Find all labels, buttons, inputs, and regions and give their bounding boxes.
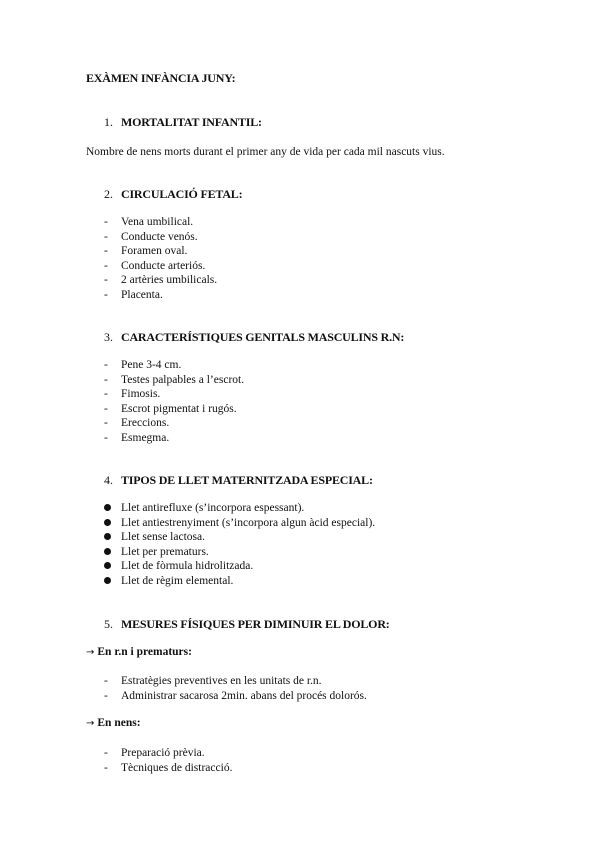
list-item: [104, 431, 244, 446]
section-number: 2.: [104, 187, 113, 201]
bullet-dot-icon: [104, 504, 111, 511]
section-1-heading: [104, 115, 262, 130]
list-item: [104, 545, 375, 560]
bullet-dot-icon: [104, 548, 111, 555]
dash-marker: -: [104, 230, 108, 243]
arrow-right-icon: →: [86, 718, 95, 729]
section-1-paragraph: Nombre de nens morts durant el primer any de vida per cada mil nascuts vius.: [86, 146, 445, 158]
section-title: TIPOS DE LLET MATERNITZADA ESPECIAL:: [121, 473, 373, 487]
list-item: [104, 574, 375, 589]
list-item-text: Tècniques de distracció.: [121, 761, 233, 774]
dash-marker: -: [104, 689, 108, 702]
subsection-2-heading: [86, 717, 141, 729]
list-item: [104, 244, 217, 259]
section-3-heading: [104, 330, 404, 345]
list-item-text: Fimosis.: [121, 388, 161, 401]
list-item: [104, 230, 217, 245]
subsection-title: En r.n i prematurs:: [97, 646, 192, 658]
section-number: 4.: [104, 473, 113, 487]
dash-marker: -: [104, 216, 108, 228]
dash-marker: -: [104, 402, 108, 415]
bullet-dot-icon: [104, 562, 111, 569]
section-5-heading: [104, 617, 390, 632]
list-item: [104, 358, 244, 373]
list-item-text: Llet de fòrmula hidrolitzada.: [121, 560, 254, 573]
list-item: [104, 559, 375, 574]
bullet-dot-icon: [104, 533, 111, 540]
dash-marker: -: [104, 259, 108, 272]
list-item: [104, 761, 232, 776]
bullet-dot-icon: [104, 577, 111, 584]
subsection-title: En nens:: [97, 717, 141, 729]
list-item-text: Administrar sacarosa 2min. abans del procés dolorós.: [121, 689, 367, 702]
section-4-heading: [104, 473, 373, 488]
list-item: [104, 689, 367, 704]
section-title: MESURES FÍSIQUES PER DIMINUIR EL DOLOR:: [121, 617, 390, 631]
list-item: [104, 373, 244, 388]
dash-marker: -: [104, 288, 108, 301]
list-item-text: 2 artèries umbilicals.: [121, 274, 218, 287]
list-item-text: Conducte venós.: [121, 230, 198, 243]
list-item: [104, 501, 375, 516]
section-4-list: [104, 501, 375, 589]
list-item-text: Placenta.: [121, 288, 163, 301]
list-item-text: Vena umbilical.: [121, 216, 194, 228]
list-item: [104, 416, 244, 431]
list-item-text: Escrot pigmentat i rugós.: [121, 402, 237, 415]
section-title: CIRCULACIÓ FETAL:: [121, 187, 243, 201]
dash-marker: -: [104, 431, 108, 444]
list-item: [104, 215, 217, 230]
bullet-dot-icon: [104, 519, 111, 526]
list-item-text: Llet antirefluxe (s’incorpora espessant).: [121, 502, 305, 514]
list-item: [104, 273, 217, 288]
list-item: [104, 746, 232, 761]
list-item: [104, 402, 244, 417]
list-item-text: Testes palpables a l’escrot.: [121, 373, 245, 386]
list-item: [104, 674, 367, 689]
subsection-2-list: [104, 746, 232, 775]
list-item-text: Esmegma.: [121, 431, 170, 444]
section-number: 1.: [104, 115, 113, 129]
section-number: 3.: [104, 330, 113, 344]
list-item: [104, 259, 217, 274]
list-item-text: Llet de règim elemental.: [121, 574, 234, 587]
dash-marker: -: [104, 359, 108, 371]
section-2-heading: [104, 187, 242, 202]
section-title: CARACTERÍSTIQUES GENITALS MASCULINS R.N:: [121, 330, 405, 344]
list-item-text: Llet antiestrenyiment (s’incorpora algun àcid especial).: [121, 516, 376, 529]
dash-marker: -: [104, 274, 108, 287]
list-item-text: Preparació prèvia.: [121, 747, 205, 759]
dash-marker: -: [104, 373, 108, 386]
dash-marker: -: [104, 747, 108, 759]
list-item-text: Foramen oval.: [121, 245, 188, 258]
dash-marker: -: [104, 761, 108, 774]
list-item: [104, 387, 244, 402]
section-title: MORTALITAT INFANTIL:: [121, 115, 262, 129]
document-title: EXÀMEN INFÀNCIA JUNY:: [86, 71, 236, 85]
list-item-text: Ereccions.: [121, 417, 170, 430]
list-item: [104, 288, 217, 303]
list-item-text: Llet per prematurs.: [121, 545, 209, 558]
list-item-text: Conducte arteriós.: [121, 259, 206, 272]
subsection-1-list: [104, 674, 367, 703]
list-item: [104, 530, 375, 545]
list-item-text: Pene 3-4 cm.: [121, 359, 182, 371]
subsection-1-heading: [86, 646, 192, 658]
dash-marker: -: [104, 417, 108, 430]
dash-marker: -: [104, 675, 108, 687]
section-number: 5.: [104, 617, 113, 631]
arrow-right-icon: →: [86, 647, 95, 658]
dash-marker: -: [104, 245, 108, 258]
list-item: [104, 516, 375, 531]
section-2-list: [104, 215, 217, 303]
list-item-text: Estratègies preventives en les unitats de r.n.: [121, 675, 322, 687]
dash-marker: -: [104, 388, 108, 401]
list-item-text: Llet sense lactosa.: [121, 531, 205, 544]
section-3-list: [104, 358, 244, 446]
